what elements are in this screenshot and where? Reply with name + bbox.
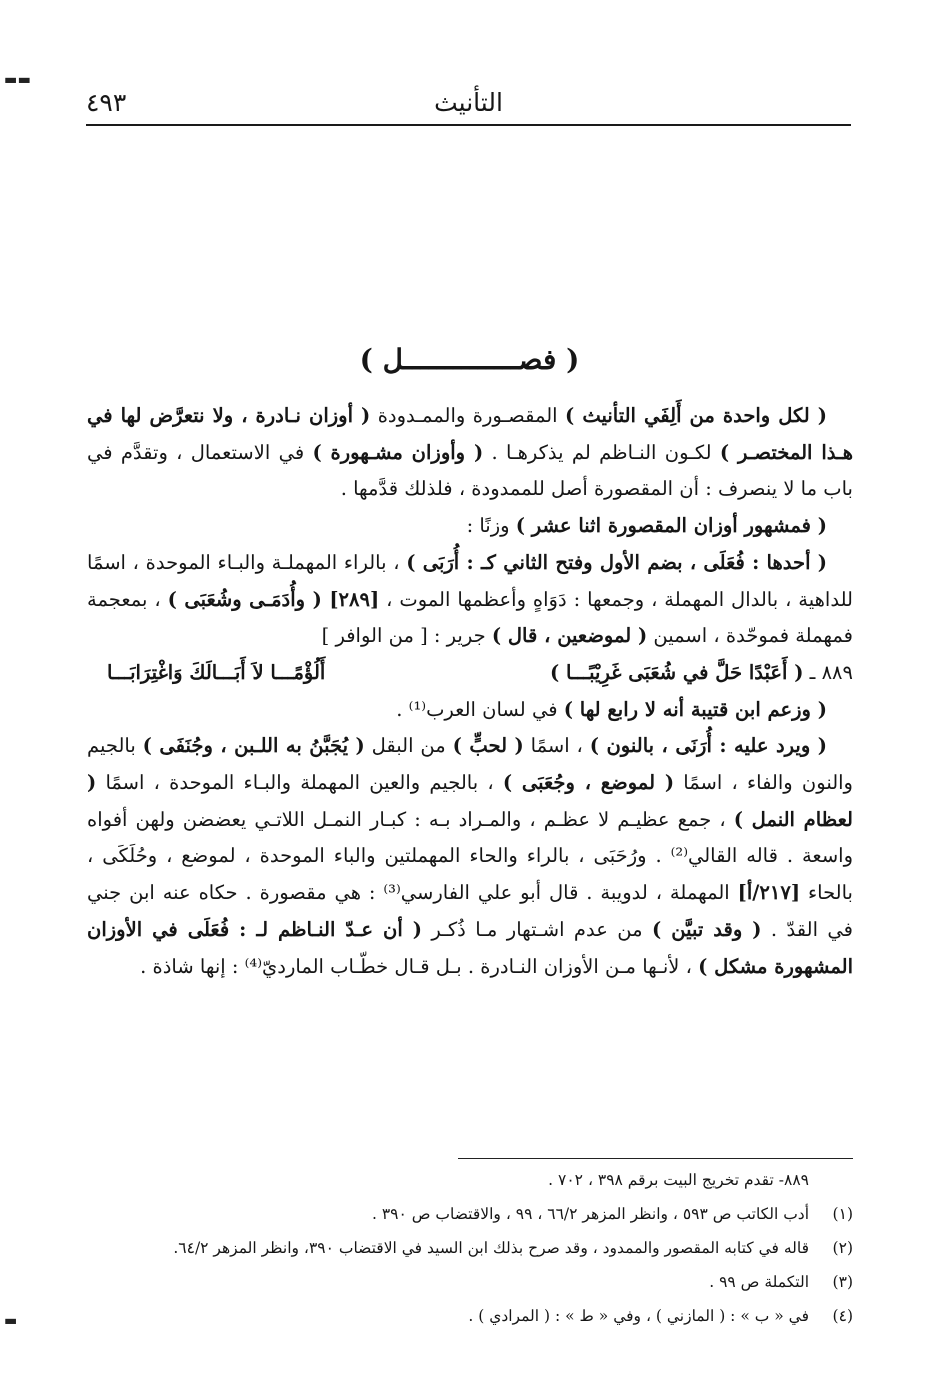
bold-matn-segment: ( وقد تبيَّن ) xyxy=(652,917,762,941)
bold-matn-segment: ( أن عـدّ النـاظم لـ : فُعَلَى في الأوزان المشهورة مشكل ) xyxy=(87,917,853,978)
paragraph xyxy=(87,728,853,985)
commentary-segment: ، لأنـها مـن الأوزان النـادرة . بـل قـال خطّـاب المارديّ⁽⁴⁾ : إنها شاذة . xyxy=(140,954,699,978)
bold-matn-segment: ( لموضعين ، قال ) xyxy=(491,624,648,648)
verse-second-hemistich: أَلُؤْمًـــا لاَ أَبَـــالَكَ وَاغْتِرَابَـــا xyxy=(107,660,326,684)
bold-matn-segment: ( لموضع ، وجُعَبَى ) xyxy=(502,771,675,795)
paragraph xyxy=(87,692,853,729)
footnote-number: (١) xyxy=(832,1205,853,1223)
footnote-rule xyxy=(458,1158,853,1159)
bold-matn-segment: [٢٨٩] ( وأُدَمَـى وشُعَبَى ) xyxy=(167,587,380,611)
commentary-segment: لكـون النـاظم لم يذكرهـا . xyxy=(483,440,720,464)
scan-artifact-mark: ▬ ▬ xyxy=(4,72,29,88)
footnote-number: (٣) xyxy=(832,1273,853,1291)
bold-matn-segment: ( ويرد عليه : أُرَنَى ، بالنون ) xyxy=(589,734,827,758)
verse-first-hemistich: ( أَعَبْدًا حَلَّ في شُعَبَى غَرِيْبًـــا ) xyxy=(550,660,804,684)
footnote xyxy=(87,1231,853,1265)
bold-matn-segment: ( لحبٍّ ) xyxy=(452,734,524,758)
page-number: ٤٩٣ xyxy=(86,88,127,117)
commentary-segment: في الاستعمال ، وتقدَّم في باب ما لا ينصرف : أن المقصورة أصل للممدودة ، فلذلك قدَّمها . xyxy=(87,440,853,501)
footnote-number: (٤) xyxy=(832,1307,853,1325)
bold-matn-segment: ( لعظام النمل ) xyxy=(87,771,854,831)
footnote-number xyxy=(809,1163,853,1197)
footnote-text: ٨٨٩- تقدم تخريج البيت برقم ٣٩٨ ، ٧٠٢ . xyxy=(548,1171,809,1189)
bold-matn-segment: ( أحدها : فُعَلَى ، بضم الأول وفتح الثاني كـ : أُرَبَى ) xyxy=(406,550,827,574)
footnote xyxy=(87,1265,853,1299)
footnote xyxy=(87,1299,853,1333)
verse-first-half xyxy=(550,655,853,692)
commentary-segment: بالجيم والنون والفاء ، اسمًا xyxy=(87,734,853,795)
footnote-text: قاله في كتابه المقصور والممدود ، وقد صرح بذلك ابن السيد في الاقتضاب ٣٩٠، وانظر المزهر ٦٤/٢. xyxy=(173,1239,809,1257)
commentary-segment: جرير : [ من الوافر ] xyxy=(321,624,492,648)
footnote-number: (٢) xyxy=(832,1239,853,1257)
bold-matn-segment: ( لكل واحدة من أَلِفَي التأنيث ) xyxy=(565,404,827,427)
commentary-segment: ، بالراء المهملـة والبـاء الموحدة ، اسمًا للداهية ، بالدال المهملة ، وجمعها : دَوَاهٍ وأعظمها الموت ، xyxy=(87,550,853,611)
poetry-verse xyxy=(87,655,853,692)
commentary-segment: في لسان العرب⁽¹⁾ . xyxy=(396,697,564,721)
commentary-segment: المهملة ، لدويبة . قال أبو علي الفارسي⁽³⁾ : هي مقصورة . حكاه عنه ابن جني في القدّ . xyxy=(87,881,853,941)
bold-matn-segment: ( يُجَبَّنُ به اللـبن ، وجُنَفَى ) xyxy=(142,734,365,758)
commentary-segment: المقصـورة والممـدودة xyxy=(370,404,566,427)
bold-matn-segment: [٢١٧/أ] xyxy=(737,881,801,905)
footnote xyxy=(87,1197,853,1231)
footnote-text: في « ب » : ( المازني ) ، وفي « ط » : ( المرادي ) . xyxy=(468,1307,809,1325)
running-title: التأنيث xyxy=(434,88,503,117)
paragraph xyxy=(87,398,853,508)
commentary-segment: ، بمعجمة فمهملة فموحّدة ، اسمين xyxy=(87,587,853,648)
section-title: ( فصــــــــــــــل ) xyxy=(359,343,580,376)
bold-matn-segment: ( فمشهور أوزان المقصورة اثنا عشر ) xyxy=(515,514,827,538)
page-header xyxy=(86,88,851,124)
commentary-segment: من عدم اشـتهار مـا ذُكـر xyxy=(422,917,652,941)
verse-number: ٨٨٩ ـ xyxy=(809,660,853,684)
footnote xyxy=(87,1163,853,1197)
commentary-segment: ، جمع عظيـم لا عظـم ، والمـراد بـه : كبـار النمـل اللاتـي يعضضن ولهن أفواه واسعة . قاله القالي⁽²⁾ . ورُحَبَى ، بالراء والحاء المهملتين والباء الموحدة ، لموضع ، وحُلَكَى ، بالحاء xyxy=(87,807,853,905)
main-text xyxy=(87,398,853,985)
bold-matn-segment: ( أوزان نـادرة ، ولا نتعرَّض لها في هـذا المختصـر ) xyxy=(87,404,853,464)
scan-artifact-mark: ▬ xyxy=(4,1313,16,1329)
footnotes xyxy=(87,1163,853,1333)
bold-matn-segment: ( وزعم ابن قتيبة أنه لا رابع لها ) xyxy=(563,697,827,721)
commentary-segment: ، بالجيم والعين المهملة والبـاء الموحدة ، اسمًا xyxy=(96,771,503,795)
commentary-segment: من البقل xyxy=(364,734,453,758)
paragraph xyxy=(87,545,853,655)
bold-matn-segment: ( وأوزان مشـهورة ) xyxy=(312,440,484,464)
header-rule xyxy=(86,124,851,126)
paragraph xyxy=(87,508,853,545)
commentary-segment: ، اسمًا xyxy=(523,734,590,758)
footnote-text: أدب الكاتب ص ٥٩٣ ، وانظر المزهر ٦٦/٢ ، ٩٩ ، والاقتضاب ص ٣٩٠ . xyxy=(371,1205,809,1223)
footnote-text: التكملة ص ٩٩ . xyxy=(709,1273,809,1291)
commentary-segment: وزنًا : xyxy=(466,514,516,538)
